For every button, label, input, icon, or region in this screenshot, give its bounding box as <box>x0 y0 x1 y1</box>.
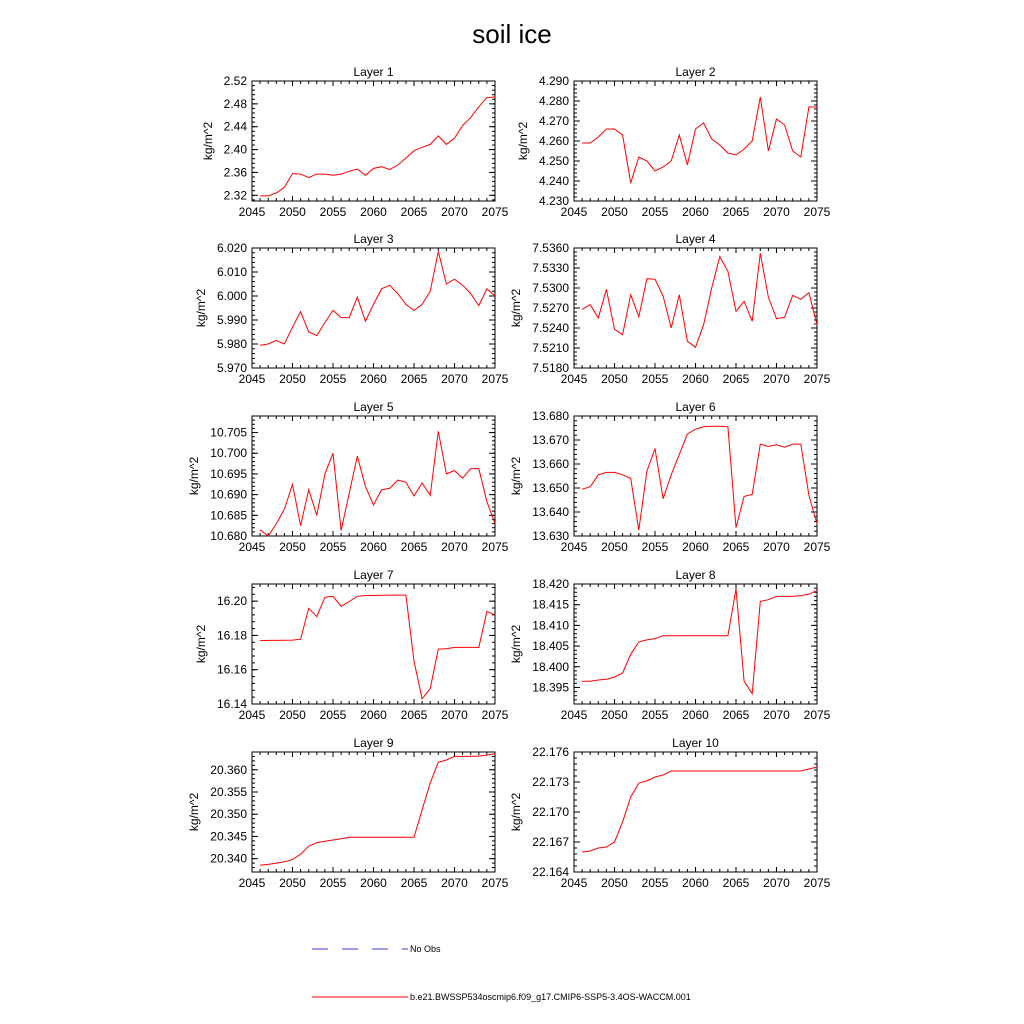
y-tick-label: 2.44 <box>223 119 247 134</box>
x-tick-label: 2055 <box>319 205 347 219</box>
x-tick-label: 2055 <box>641 205 669 219</box>
y-tick-label: 4.270 <box>538 114 569 128</box>
x-tick-label: 2075 <box>803 708 831 722</box>
y-tick-label: 20.360 <box>210 762 247 777</box>
x-tick-label: 2050 <box>279 708 306 722</box>
series-line <box>582 426 817 530</box>
x-tick-label: 2045 <box>238 372 266 386</box>
plot-frame <box>252 416 495 536</box>
y-tick-label: 13.650 <box>532 481 569 495</box>
y-axis-label: kg/m^2 <box>516 121 530 161</box>
y-tick-label: 18.395 <box>532 680 569 695</box>
series-line <box>582 97 817 183</box>
y-axis-label: kg/m^2 <box>509 456 523 496</box>
x-tick-label: 2070 <box>763 876 790 890</box>
x-tick-label: 2055 <box>641 540 669 554</box>
x-tick-label: 2055 <box>319 372 347 386</box>
chart-panel-2 <box>516 65 831 219</box>
y-tick-label: 20.355 <box>210 785 247 799</box>
chart-panel-3 <box>194 232 509 386</box>
plot-frame <box>574 81 817 201</box>
x-tick-label: 2070 <box>763 205 790 219</box>
x-tick-label: 2045 <box>560 540 588 554</box>
x-tick-label: 2070 <box>441 372 468 386</box>
panel-title: Layer 9 <box>353 736 394 750</box>
y-tick-label: 5.970 <box>216 361 247 375</box>
x-tick-label: 2075 <box>481 540 509 554</box>
y-tick-label: 4.230 <box>538 194 569 208</box>
x-tick-label: 2065 <box>400 372 428 386</box>
y-tick-label: 10.680 <box>210 529 247 543</box>
plot-frame <box>574 752 817 872</box>
x-tick-label: 2045 <box>560 205 588 219</box>
y-axis-label: kg/m^2 <box>194 288 208 328</box>
series-line <box>260 97 495 196</box>
y-tick-label: 13.670 <box>532 433 569 447</box>
x-tick-label: 2055 <box>319 708 347 722</box>
y-tick-label: 5.980 <box>216 337 247 351</box>
chart-panel-4 <box>509 232 831 386</box>
y-tick-label: 2.52 <box>223 74 247 88</box>
y-tick-label: 16.18 <box>216 628 247 643</box>
x-tick-label: 2060 <box>360 876 387 890</box>
panel-title: Layer 4 <box>675 232 716 246</box>
x-tick-label: 2060 <box>360 540 387 554</box>
chart-panel-5 <box>187 400 509 554</box>
x-tick-label: 2060 <box>360 372 387 386</box>
panels <box>187 65 831 890</box>
y-tick-label: 7.5330 <box>532 261 569 275</box>
x-tick-label: 2045 <box>238 205 266 219</box>
y-tick-label: 18.410 <box>532 618 569 633</box>
y-tick-label: 7.5270 <box>532 301 569 315</box>
x-tick-label: 2060 <box>682 708 709 722</box>
y-axis-label: kg/m^2 <box>187 456 201 496</box>
chart-panel-6 <box>509 400 831 554</box>
x-tick-label: 2060 <box>682 540 709 554</box>
x-tick-label: 2045 <box>560 876 588 890</box>
plot-frame <box>252 248 495 368</box>
y-tick-label: 10.695 <box>210 466 247 481</box>
x-tick-label: 2050 <box>601 540 628 554</box>
x-tick-label: 2045 <box>560 372 588 386</box>
series-line <box>260 431 495 536</box>
y-tick-label: 18.400 <box>532 659 569 674</box>
y-axis-label: kg/m^2 <box>194 624 208 664</box>
y-tick-label: 10.705 <box>210 425 247 440</box>
x-tick-label: 2060 <box>360 205 387 219</box>
series-line <box>582 253 817 347</box>
x-tick-label: 2070 <box>441 876 468 890</box>
x-tick-label: 2065 <box>400 540 428 554</box>
y-tick-label: 13.660 <box>532 457 569 471</box>
y-tick-label: 2.48 <box>223 96 247 111</box>
y-tick-label: 4.290 <box>538 74 569 88</box>
x-tick-label: 2060 <box>360 708 387 722</box>
x-tick-label: 2050 <box>601 708 628 722</box>
x-tick-label: 2065 <box>400 708 428 722</box>
x-tick-label: 2045 <box>238 876 266 890</box>
x-tick-label: 2070 <box>441 708 468 722</box>
x-tick-label: 2045 <box>238 708 266 722</box>
y-tick-label: 22.170 <box>532 805 569 819</box>
y-tick-label: 6.010 <box>216 265 247 279</box>
chart-panel-8 <box>509 568 831 722</box>
x-tick-label: 2055 <box>319 876 347 890</box>
legend-model-label: b.e21.BWSSP534oscmip6.f09_g17.CMIP6-SSP5-3.4OS-WACCM.001 <box>410 992 691 1002</box>
series-line <box>582 589 817 694</box>
panel-title: Layer 7 <box>353 568 394 582</box>
x-tick-label: 2075 <box>481 372 509 386</box>
figure-title: soil ice <box>472 19 552 49</box>
y-tick-label: 2.32 <box>223 188 247 203</box>
x-tick-label: 2055 <box>641 708 669 722</box>
y-tick-label: 20.340 <box>210 851 247 866</box>
y-tick-label: 7.5240 <box>532 321 569 335</box>
x-tick-label: 2060 <box>682 372 709 386</box>
series-line <box>260 754 495 866</box>
y-tick-label: 10.700 <box>210 446 247 461</box>
x-tick-label: 2070 <box>763 708 790 722</box>
y-tick-label: 7.5180 <box>532 361 569 375</box>
y-tick-label: 22.167 <box>532 835 569 849</box>
x-tick-label: 2060 <box>682 205 709 219</box>
y-axis-label: kg/m^2 <box>509 624 523 664</box>
panel-title: Layer 1 <box>353 65 394 79</box>
panel-title: Layer 8 <box>675 568 716 582</box>
x-tick-label: 2065 <box>722 540 750 554</box>
series-line <box>582 767 817 852</box>
chart-panel-1 <box>201 65 509 219</box>
x-tick-label: 2065 <box>722 708 750 722</box>
x-tick-label: 2055 <box>641 372 669 386</box>
y-tick-label: 22.164 <box>532 865 569 879</box>
panel-title: Layer 5 <box>353 400 394 414</box>
legend-no-obs-label: No Obs <box>410 944 441 954</box>
y-tick-label: 4.280 <box>538 94 569 108</box>
x-tick-label: 2070 <box>441 205 468 219</box>
panel-title: Layer 10 <box>672 736 719 750</box>
y-tick-label: 20.350 <box>210 807 247 822</box>
plot-frame <box>252 81 495 201</box>
chart-panel-9 <box>187 736 509 890</box>
x-tick-label: 2050 <box>601 372 628 386</box>
x-tick-label: 2065 <box>722 372 750 386</box>
x-tick-label: 2075 <box>803 372 831 386</box>
x-tick-label: 2065 <box>722 205 750 219</box>
x-tick-label: 2070 <box>763 372 790 386</box>
x-tick-label: 2055 <box>641 876 669 890</box>
x-tick-label: 2075 <box>803 876 831 890</box>
y-tick-label: 13.640 <box>532 505 569 519</box>
y-tick-label: 16.16 <box>216 662 247 677</box>
legend <box>312 944 691 1002</box>
y-tick-label: 4.250 <box>538 154 569 168</box>
x-tick-label: 2065 <box>722 876 750 890</box>
y-tick-label: 22.176 <box>532 745 569 759</box>
x-tick-label: 2065 <box>400 205 428 219</box>
plot-frame <box>252 584 495 704</box>
panel-title: Layer 2 <box>675 65 716 79</box>
y-axis-label: kg/m^2 <box>201 121 215 161</box>
x-tick-label: 2065 <box>400 876 428 890</box>
series-line <box>260 595 495 699</box>
x-tick-label: 2050 <box>279 372 306 386</box>
y-tick-label: 6.000 <box>216 289 247 303</box>
x-tick-label: 2045 <box>560 708 588 722</box>
x-tick-label: 2075 <box>803 540 831 554</box>
x-tick-label: 2075 <box>481 876 509 890</box>
y-axis-label: kg/m^2 <box>509 288 523 328</box>
y-tick-label: 5.990 <box>216 313 247 327</box>
y-tick-label: 13.680 <box>532 409 569 423</box>
y-tick-label: 16.14 <box>216 697 247 711</box>
y-tick-label: 7.5360 <box>532 241 569 255</box>
y-tick-label: 10.685 <box>210 508 247 523</box>
x-tick-label: 2050 <box>279 540 306 554</box>
x-tick-label: 2050 <box>601 876 628 890</box>
panel-title: Layer 6 <box>675 400 716 414</box>
chart-panel-7 <box>194 568 509 722</box>
y-tick-label: 13.630 <box>532 529 569 543</box>
chart-panel-10 <box>509 736 831 890</box>
y-tick-label: 18.420 <box>532 577 569 591</box>
y-tick-label: 2.40 <box>223 142 247 157</box>
series-line <box>260 252 495 346</box>
y-axis-label: kg/m^2 <box>509 792 523 832</box>
y-tick-label: 7.5300 <box>532 281 569 295</box>
y-tick-label: 2.36 <box>223 165 247 180</box>
y-axis-label: kg/m^2 <box>187 792 201 832</box>
y-tick-label: 4.260 <box>538 134 569 148</box>
x-tick-label: 2045 <box>238 540 266 554</box>
plot-frame <box>574 584 817 704</box>
y-tick-label: 10.690 <box>210 487 247 502</box>
y-tick-label: 6.020 <box>216 241 247 255</box>
x-tick-label: 2050 <box>279 876 306 890</box>
plot-frame <box>252 752 495 872</box>
plot-frame <box>574 416 817 536</box>
y-tick-label: 7.5210 <box>532 341 569 355</box>
y-tick-label: 4.240 <box>538 174 569 188</box>
x-tick-label: 2075 <box>481 205 509 219</box>
y-tick-label: 16.20 <box>216 594 247 609</box>
x-tick-label: 2075 <box>803 205 831 219</box>
y-tick-label: 22.173 <box>532 775 569 789</box>
x-tick-label: 2055 <box>319 540 347 554</box>
x-tick-label: 2060 <box>682 876 709 890</box>
y-tick-label: 20.345 <box>210 829 247 844</box>
y-tick-label: 18.415 <box>532 597 569 612</box>
x-tick-label: 2050 <box>601 205 628 219</box>
y-tick-label: 18.405 <box>532 639 569 654</box>
panel-title: Layer 3 <box>353 232 394 246</box>
x-tick-label: 2075 <box>481 708 509 722</box>
x-tick-label: 2070 <box>763 540 790 554</box>
x-tick-label: 2070 <box>441 540 468 554</box>
x-tick-label: 2050 <box>279 205 306 219</box>
